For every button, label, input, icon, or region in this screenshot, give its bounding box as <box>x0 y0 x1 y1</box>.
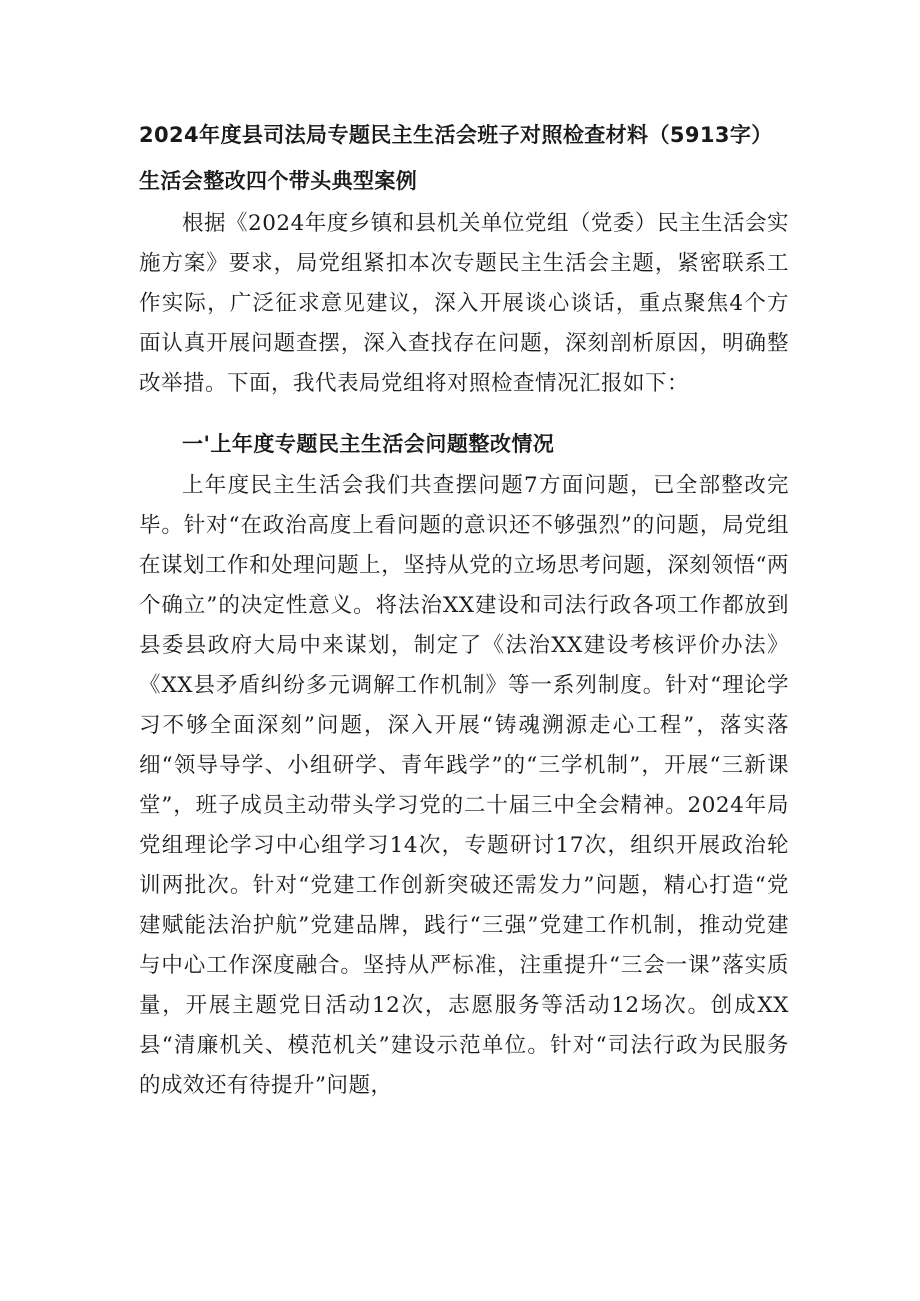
document-title-line-2: 生活会整改四个带头典型案例 <box>139 169 418 193</box>
section-heading: 一'上年度专题民主生活会问题整改情况 <box>182 432 555 456</box>
document-title-line-1: 2024年度县司法局专题民主生活会班子对照检查材料（5913字） <box>139 123 773 147</box>
section-paragraph: 上年度民主生活会我们共查摆问题7方面问题，已全部整改完毕。针对“在政治高度上看问题的意识还不够强烈”的问题，局党组在谋划工作和处理问题上，坚持从党的立场思考问题，深刻领悟“两个确立”的决定性意义。将法治XX建设和司法行政各项工作都放到县委县政府大局中来谋划，制定了《法治XX建设考核评价办法》《XX县矛盾纠纷多元调解工作机制》等一系列制度。针对“理论学习不够全面深刻”问题，深入开展“铸魂溯源走心工程”，落实落细“领导导学、小组研学、青年践学”的“三学机制”，开展“三新课堂”，班子成员主动带头学习党的二十届三中全会精神。2024年局党组理论学习中心组学习14次，专题研讨17次，组织开展政治轮训两批次。针对“党建工作创新突破还需发力”问题，精心打造“党建赋能法治护航”党建品牌，践行“三强”党建工作机制，推动党建与中心工作深度融合。坚持从严标准，注重提升“三会一课”落实质量，开展主题党日活动12次，志愿服务等活动12场次。创成XX县“清廉机关、模范机关”建设示范单位。针对“司法行政为民服务的成效还有待提升”问题， <box>139 473 789 1098</box>
intro-paragraph: 根据《2024年度乡镇和县机关单位党组（党委）民主生活会实施方案》要求，局党组紧扣本次专题民主生活会主题，紧密联系工作实际，广泛征求意见建议，深入开展谈心谈话，重点聚焦4个方面认真开展问题查摆，深入查找存在问题，深刻剖析原因，明确整改举措。下面，我代表局党组将对照检查情况汇报如下： <box>139 211 789 396</box>
